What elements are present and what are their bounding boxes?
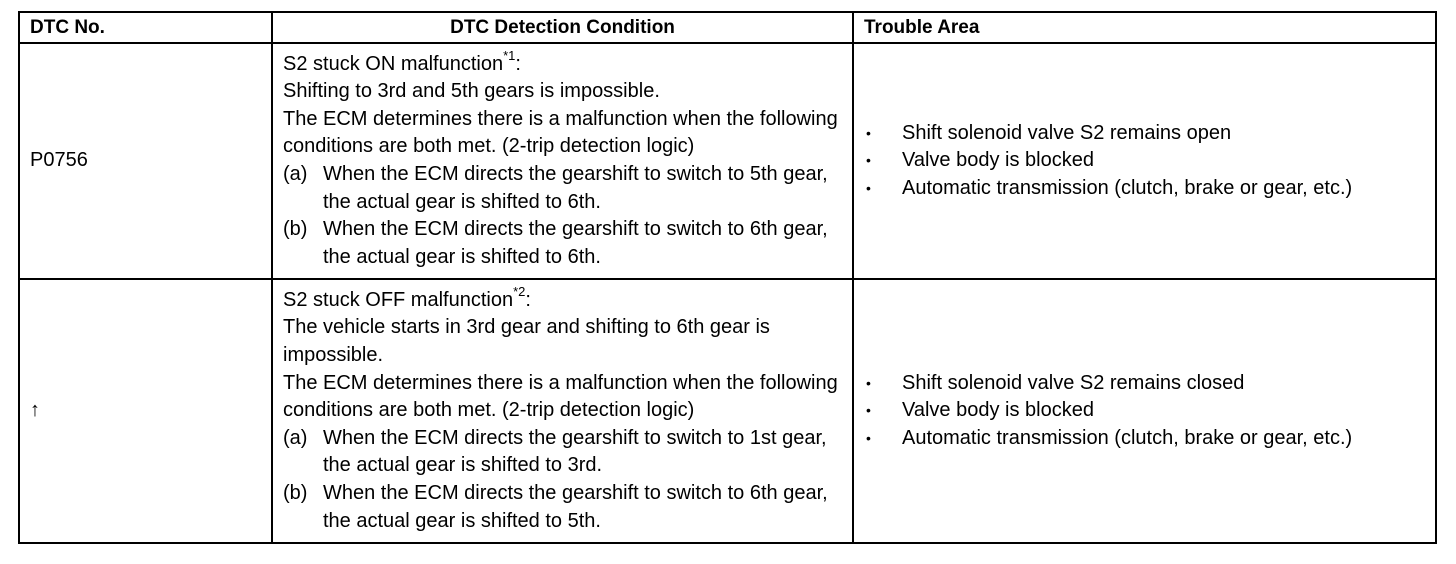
bullet-icon: • [866, 179, 871, 196]
condition-item-mark: (a) [283, 426, 308, 449]
list-item [864, 147, 1425, 175]
condition-item-mark: (a) [283, 163, 308, 185]
condition-line: The ECM determines there is a malfunction when the following conditions are both met. (2-trip detection logic) [283, 107, 838, 158]
condition-line: The ECM determines there is a malfunction when the following conditions are both met. (2-trip detection logic) [283, 371, 838, 422]
trouble-area-cell [853, 43, 1436, 279]
trouble-area-text: Valve body is blocked [902, 399, 1094, 422]
detection-condition-cell [272, 43, 853, 279]
condition-item [283, 161, 842, 216]
footnote-ref: *2 [513, 284, 526, 300]
header-trouble-area: Trouble Area [853, 12, 1436, 43]
trouble-area-text: Shift solenoid valve S2 remains open [902, 121, 1232, 144]
trouble-area-text: Valve body is blocked [902, 149, 1094, 172]
bullet-icon: • [866, 402, 871, 419]
condition-item-text: When the ECM directs the gearshift to switch to 5th gear, the actual gear is shifted to 6th. [323, 163, 828, 213]
detection-condition-cell [272, 279, 853, 543]
trouble-area-cell [853, 279, 1436, 543]
condition-item [283, 480, 842, 535]
condition-item-mark: (b) [283, 218, 308, 241]
condition-title-suffix: : [515, 52, 521, 75]
condition-line: The vehicle starts in 3rd gear and shifting to 6th gear is impossible. [283, 316, 770, 367]
condition-item [283, 216, 842, 271]
condition-title-text: S2 stuck ON malfunction [283, 52, 504, 75]
condition-item-text: When the ECM directs the gearshift to switch to 6th gear, the actual gear is shifted to 5th. [323, 481, 828, 532]
list-item [864, 425, 1425, 453]
bullet-icon: • [866, 124, 871, 141]
dtc-code: ↑ [19, 279, 272, 543]
header-detection-condition: DTC Detection Condition [272, 12, 853, 43]
list-item [864, 397, 1425, 425]
condition-title-suffix: : [525, 288, 531, 311]
trouble-area-text: Automatic transmission (clutch, brake or gear, etc.) [902, 176, 1353, 199]
condition-item-text: When the ECM directs the gearshift to switch to 1st gear, the actual gear is shifted to 3rd. [323, 426, 827, 477]
condition-item-text: When the ECM directs the gearshift to switch to 6th gear, the actual gear is shifted to 6th. [323, 218, 828, 268]
condition-title-text: S2 stuck OFF malfunction [283, 288, 514, 311]
bullet-icon: • [866, 152, 871, 169]
bullet-icon: • [866, 374, 871, 391]
dtc-code: P0756 [19, 43, 272, 279]
list-item [864, 120, 1425, 148]
dtc-table [18, 11, 1437, 544]
bullet-icon: • [866, 429, 871, 446]
condition-line: Shifting to 3rd and 5th gears is impossible. [283, 80, 660, 103]
table-row [19, 279, 1436, 543]
condition-title [283, 284, 842, 315]
condition-title [283, 47, 842, 79]
trouble-area-text: Automatic transmission (clutch, brake or gear, etc.) [902, 426, 1353, 449]
condition-item [283, 425, 842, 480]
trouble-area-list [864, 370, 1425, 453]
table-row [19, 43, 1436, 279]
header-dtc-no: DTC No. [19, 12, 272, 43]
trouble-area-text: Shift solenoid valve S2 remains closed [902, 371, 1245, 394]
list-item [864, 370, 1425, 398]
header-row [19, 12, 1436, 43]
trouble-area-list [864, 120, 1425, 203]
list-item [864, 175, 1425, 203]
condition-item-mark: (b) [283, 481, 308, 504]
footnote-ref: *1 [503, 47, 516, 63]
